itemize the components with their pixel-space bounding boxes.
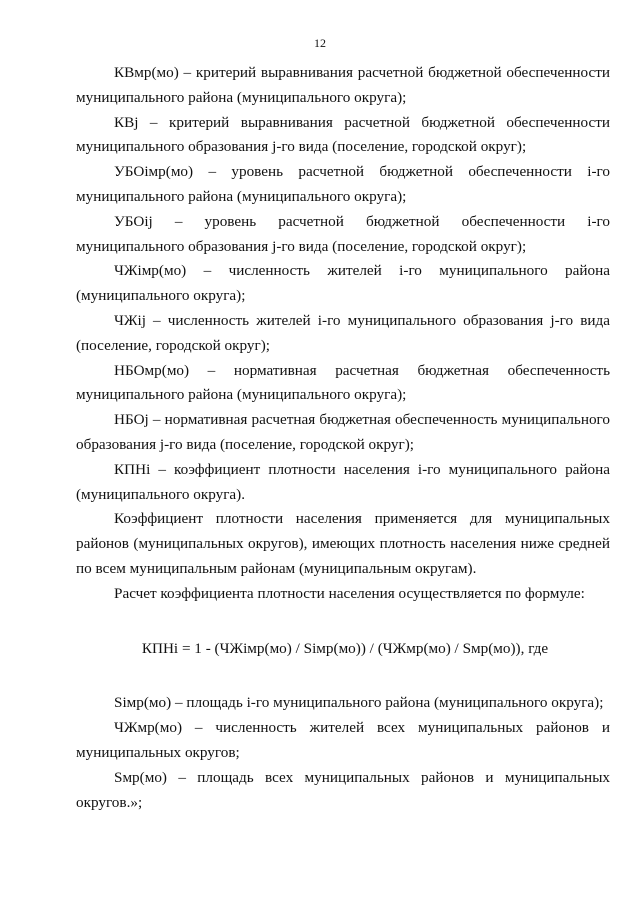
definition-s-imr: Siмр(мо) – площадь i-го муниципального района (муниципального округа);: [114, 694, 604, 712]
definition-ubo-imr: УБОiмр(мо) – уровень расчетной бюджетной обеспеченности i-го муниципального района (муниципального округа);: [76, 163, 610, 205]
definition-kv-j: КВj – критерий выравнивания расчетной бюджетной обеспеченности муниципального образования j-го вида (поселение, городской округ);: [76, 113, 610, 156]
definition-s-mr: Sмр(мо) – площадь всех муниципальных районов и муниципальных округов.»;: [76, 768, 610, 811]
density-coefficient-paragraph: Коэффициент плотности населения применяется для муниципальных районов (муниципальных округов), имеющих плотность населения ниже средней по всем муниципальным районам (муниципальным округам).: [76, 510, 610, 577]
definition-kv-mr: КВмр(мо) – критерий выравнивания расчетной бюджетной обеспеченности муниципального района (муниципального округа);: [76, 64, 610, 106]
definition-ubo-ij: УБОij – уровень расчетной бюджетной обеспеченности i-го муниципального образования j-го вида (поселение, городской округ);: [76, 212, 610, 255]
definition-chzh-mr: ЧЖмр(мо) – численность жителей всех муниципальных районов и муниципальных округов;: [76, 719, 610, 761]
formula-intro: Расчет коэффициента плотности населения осуществляется по формуле:: [114, 584, 585, 602]
definition-chzh-ij: ЧЖij – численность жителей i-го муниципального образования j-го вида (поселение, городской округ);: [76, 311, 610, 354]
density-formula: КПНi = 1 - (ЧЖiмр(мо) / Siмр(мо)) / (ЧЖмр(мо) / Sмр(мо)), где: [141, 639, 549, 657]
definition-kpn-i: КПНi – коэффициент плотности населения i-го муниципального района (муниципального округа).: [76, 460, 610, 503]
definition-nbo-mr: НБОмр(мо) – нормативная расчетная бюджетная обеспеченность муниципального района (муниципального округа);: [76, 361, 610, 404]
page-number: 12: [314, 36, 326, 50]
definition-nbo-j: НБОj – нормативная расчетная бюджетная обеспеченность муниципального образования j-го вида (поселение, городской округ);: [76, 411, 610, 453]
definition-chzh-imr: ЧЖiмр(мо) – численность жителей i-го муниципального района (муниципального округа);: [76, 262, 610, 305]
document-body: [76, 61, 610, 815]
